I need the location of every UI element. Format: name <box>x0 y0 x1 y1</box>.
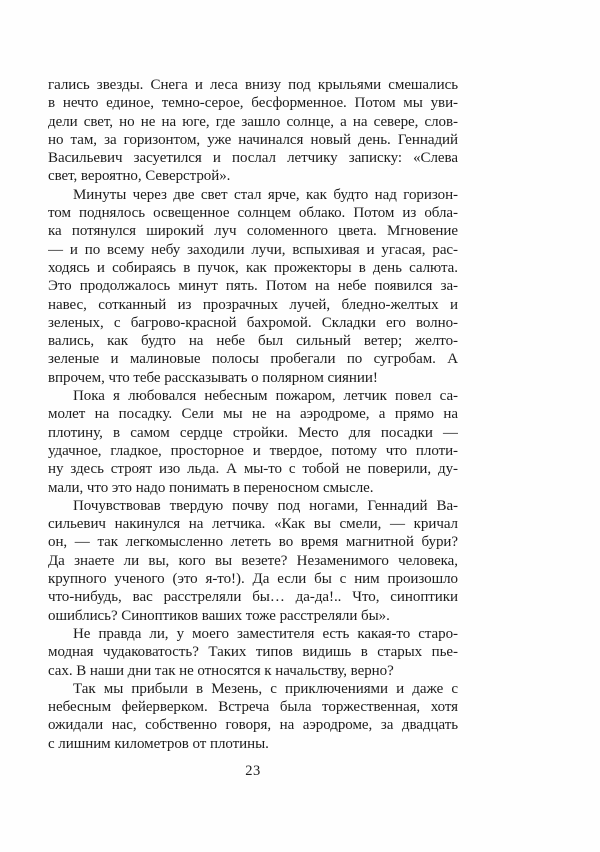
text-line: ошиблись? Синоптиков ваших тоже расстреляли бы». <box>48 607 390 624</box>
text-line: сах. В наши дни так не относятся к начальству, верно? <box>48 662 394 679</box>
text-line: ожидали нас, собственно говоря, на аэродроме, за двадцать <box>48 717 458 734</box>
paragraph <box>48 497 458 625</box>
text-line: сильевич накинулся на летчика. «Как вы смели, — кричал <box>48 516 458 533</box>
page-number: 23 <box>245 763 261 779</box>
text-line: навес, сотканный из прозрачных лучей, бледно-желтых и <box>48 296 458 313</box>
text-line: ка потянулся широкий луч соломенного цвета. Мгновение <box>48 223 458 240</box>
text-line: мали, что это надо понимать в переносном смысле. <box>48 479 374 496</box>
text-line: дели свет, но не на юге, где зашло солнце, а на севере, слов- <box>48 113 458 130</box>
text-line: Это продолжалось минут пять. Потом на небе появился за- <box>48 278 458 295</box>
text-line: он, — так легкомысленно лететь во время магнитной бури? <box>48 534 458 551</box>
text-line: плотину, в самом сердце стройки. Место для посадки — <box>48 424 458 441</box>
text-line: том поднялось освещенное солнцем облако. Потом из обла- <box>48 205 458 222</box>
text-line: небесным фейерверком. Встреча была торжественная, хотя <box>48 699 458 716</box>
text-line: гались звезды. Снега и леса внизу под крыльями смешались <box>48 77 458 93</box>
text-line: с лишним километров от плотины. <box>48 735 269 752</box>
text-line: Так мы прибыли в Мезень, с приключениями и даже с <box>73 680 458 697</box>
paragraph <box>48 625 458 680</box>
text-line: молет на посадку. Сели мы не на аэродроме, а прямо на <box>48 406 458 423</box>
text-line: свет, вероятно, Северстрой». <box>48 168 231 185</box>
text-line: Пока я любовался небесным пожаром, летчик повел са- <box>73 388 458 405</box>
text-line: Не правда ли, у моего заместителя есть какая-то старо- <box>73 625 458 642</box>
text-line: Васильевич засуетился и послал летчику записку: «Слева <box>48 150 458 167</box>
paragraph <box>48 186 458 387</box>
text-line: впрочем, что тебе рассказывать о полярном сиянии! <box>48 369 378 386</box>
text-line: вались, как будто на небе был сильный ветер; желто- <box>48 333 458 350</box>
paragraph <box>48 387 458 497</box>
text-column <box>48 76 458 753</box>
text-line: крупного ученого (это я-то!). Да если бы с ним произошло <box>48 571 458 588</box>
text-line: Почувствовав твердую почву под ногами, Геннадий Ва- <box>73 497 458 514</box>
text-line: что-нибудь, вас расстреляли бы… да-да!.. Что, синоптики <box>48 589 458 606</box>
text-line: удачное, гладкое, просторное и твердое, потому что плоти- <box>48 442 458 459</box>
text-line: модная чудаковатость? Таких типов видишь в старых пье- <box>48 644 458 661</box>
text-line: ну здесь строят изо льда. А мы-то с тобой не поверили, ду- <box>48 461 458 478</box>
text-line: зеленые и малиновые полосы пробегали по сугробам. А <box>48 351 458 368</box>
text-line: ходясь и собираясь в пучок, как прожекторы в день салюта. <box>48 259 458 276</box>
text-line: Минуты через две свет стал ярче, как будто над горизон- <box>73 186 458 203</box>
paragraph <box>48 76 458 186</box>
text-line: зеленых, с багрово-красной бахромой. Складки его волно- <box>48 314 458 331</box>
text-line: — и по всему небу заходили лучи, вспыхивая и угасая, рас- <box>48 241 458 258</box>
text-line: в нечто единое, темно-серое, бесформенное. Потом мы уви- <box>48 95 458 112</box>
text-line: но там, за горизонтом, уже начинался новый день. Геннадий <box>48 131 458 148</box>
paragraph <box>48 680 458 753</box>
text-line: Да знаете ли вы, кого вы везете? Незаменимого человека, <box>48 552 458 569</box>
